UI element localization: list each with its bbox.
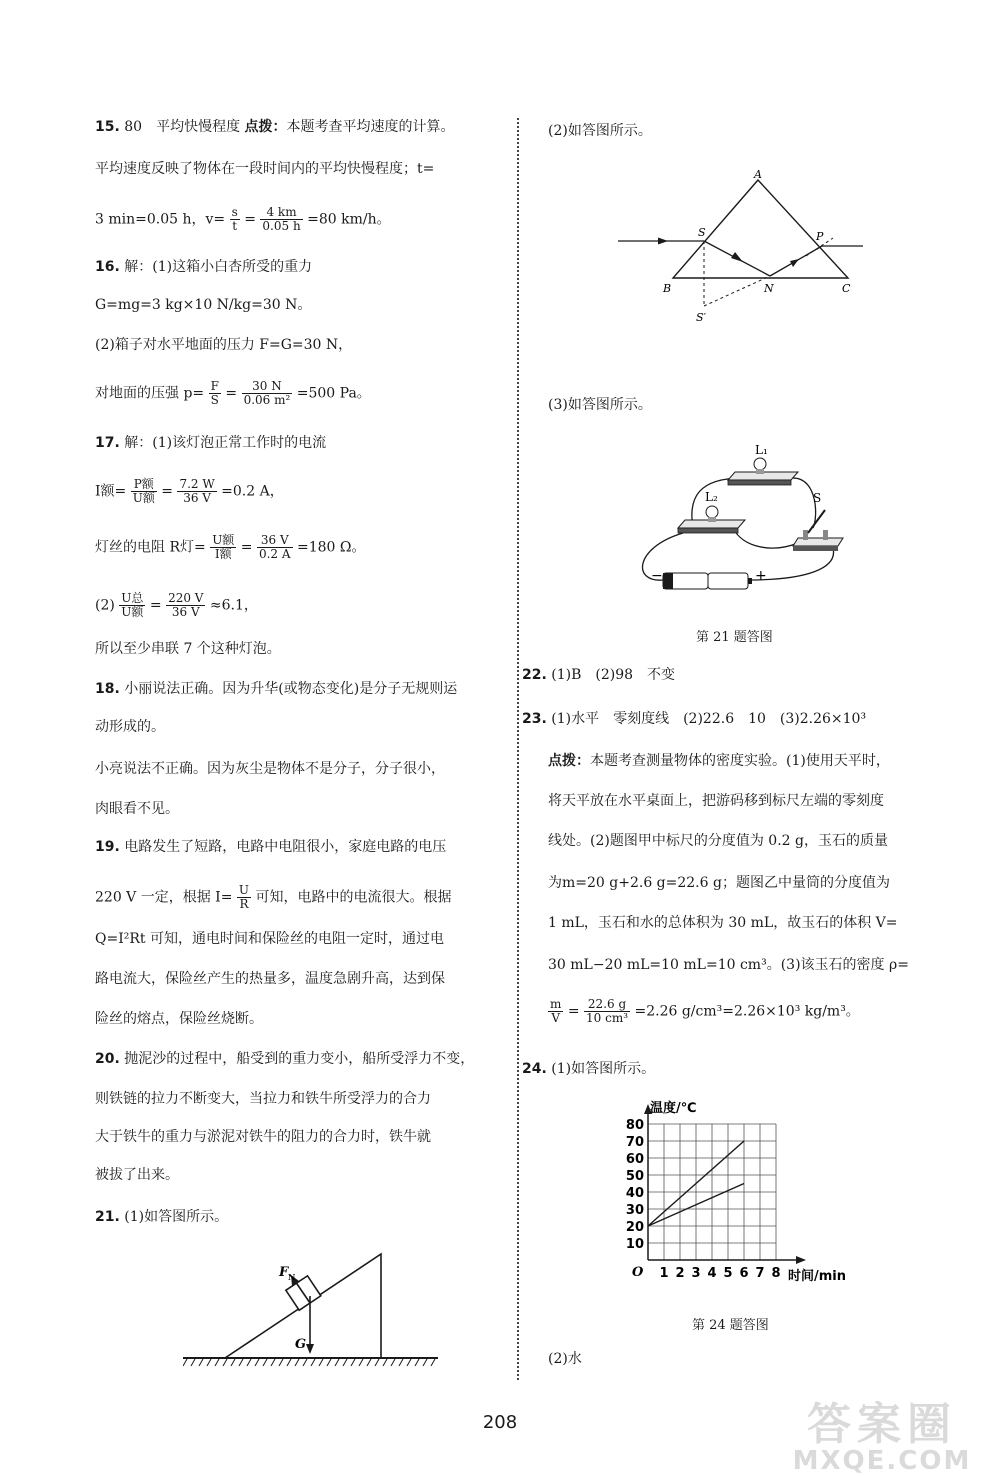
q19-line2 xyxy=(95,884,451,911)
q23-fraction-2 xyxy=(584,998,630,1025)
q17-line2-a: I额= xyxy=(95,483,127,500)
q21-line1 xyxy=(95,1208,228,1226)
y-tick-label: 80 xyxy=(625,1118,644,1133)
q17-frac4-den: 0.2 A xyxy=(258,547,291,561)
fn-sub-label: N xyxy=(288,1272,296,1282)
q19-frac-num: U xyxy=(238,883,250,897)
chart-axes xyxy=(644,1104,806,1264)
q15-line3-c: =80 km/h。 xyxy=(307,211,391,228)
q16-frac2-num: 30 N xyxy=(242,380,293,394)
switch-s xyxy=(793,510,843,551)
q17-frac6-num: 220 V xyxy=(168,591,204,605)
q20-line2: 则铁链的拉力不断变大，当拉力和铁牛所受浮力的合力 xyxy=(95,1091,431,1107)
q23-hint: 本题考查测量物体的密度实验。(1)使用天平时， xyxy=(590,753,890,769)
q16-fraction-1 xyxy=(209,380,221,407)
q17-frac1-den: U额 xyxy=(132,491,155,505)
q18-line4: 肉眼看不见。 xyxy=(95,801,179,817)
q19-line2-a: 220 V 一定，根据 I= xyxy=(95,889,233,906)
label-s: S xyxy=(698,226,706,239)
watermark-logo xyxy=(782,1388,982,1476)
q19-text-1: 电路发生了短路，电路中电阻很小，家庭电路的电压 xyxy=(124,839,447,855)
q23-line5: 为m=20 g+2.6 g=22.6 g；题图乙中量筒的分度值为 xyxy=(548,875,890,891)
q17-fraction-3 xyxy=(210,534,236,561)
label-a: A xyxy=(754,168,762,181)
image-dashed xyxy=(704,276,770,306)
q15-number: 15. xyxy=(95,119,120,135)
q17-frac3-num: U额 xyxy=(212,533,235,547)
y-tick-label: 50 xyxy=(625,1169,644,1184)
label-switch-s: S xyxy=(813,491,822,505)
q17-line4-b: = xyxy=(149,597,162,614)
q16-fraction-2 xyxy=(242,380,293,407)
q15-frac1-den: t xyxy=(232,219,238,233)
q17-fraction-5 xyxy=(119,592,145,619)
q23-frac1-den: V xyxy=(551,1011,561,1025)
q16-line3: (2)箱子对水平地面的压力 F=G=30 N， xyxy=(95,337,353,353)
q16-line4-b: = xyxy=(225,385,238,402)
q22-number: 22. xyxy=(522,667,547,683)
q24-text: (1)如答图所示。 xyxy=(551,1061,656,1077)
q17-line3-c: =180 Ω。 xyxy=(296,539,366,556)
q20-text-1: 抛泥沙的过程中，船受到的重力变小，船所受浮力不变， xyxy=(124,1051,475,1067)
lamp-l1 xyxy=(728,458,798,485)
q19-fraction xyxy=(237,884,251,911)
q17-line3 xyxy=(95,534,366,561)
q17-line4-a: (2) xyxy=(95,597,115,614)
q23-line3: 将天平放在水平桌面上，把游码移到标尺左端的零刻度 xyxy=(548,793,884,809)
prism-ray-diagram xyxy=(618,168,868,328)
q19-line5: 险丝的熔点，保险丝烧断。 xyxy=(95,1011,263,1027)
q17-frac6-den: 36 V xyxy=(171,605,200,619)
q16-line2: G=mg=3 kg×10 N/kg=30 N。 xyxy=(95,297,312,313)
q15-line3-a: 3 min=0.05 h，v= xyxy=(95,211,226,228)
q17-frac4-num: 36 V xyxy=(257,534,293,548)
x-tick-label: 5 xyxy=(723,1266,733,1281)
q16-text: 解：(1)这箱小白杏所受的重力 xyxy=(124,259,313,275)
q16-line4 xyxy=(95,380,371,407)
label-s-prime: S′ xyxy=(696,311,707,324)
q15-line1 xyxy=(95,118,455,136)
q21-part3: (3)如答图所示。 xyxy=(548,397,652,413)
q23-line8-a: = xyxy=(567,1003,580,1020)
q17-line3-a: 灯丝的电阻 R灯= xyxy=(95,539,206,556)
q23-line4: 线处。(2)题图甲中标尺的分度值为 0.2 g，玉石的质量 xyxy=(548,833,888,849)
x-tick-label: 3 xyxy=(691,1266,701,1281)
chart-xlabel: 时间/min xyxy=(788,1269,847,1284)
q16-frac2-den: 0.06 m² xyxy=(243,393,291,407)
q16-line1 xyxy=(95,258,312,276)
q17-line4 xyxy=(95,592,258,619)
q21-text-1: (1)如答图所示。 xyxy=(124,1209,229,1225)
ray-n-to-p-arrow xyxy=(790,259,799,267)
q17-line2-c: =0.2 A， xyxy=(221,483,284,500)
q15-answer: 80 平均快慢程度 xyxy=(124,119,241,135)
q18-line3: 小亮说法不正确。因为灰尘是物体不是分子，分子很小， xyxy=(95,761,445,777)
column-divider xyxy=(517,118,519,1380)
q23-fraction-1 xyxy=(548,998,563,1025)
q23-frac2-den: 10 cm³ xyxy=(586,1011,629,1025)
q18-line2: 动形成的。 xyxy=(95,719,165,735)
temperature-chart xyxy=(598,1096,858,1291)
incident-arrow xyxy=(658,238,668,245)
q16-frac1-den: S xyxy=(210,393,219,407)
q23-line1 xyxy=(522,710,866,728)
q20-line4: 被拔了出来。 xyxy=(95,1167,179,1183)
q17-frac2-den: 36 V xyxy=(183,491,211,505)
q19-number: 19. xyxy=(95,839,120,855)
q21-number: 21. xyxy=(95,1209,120,1225)
q15-hint: 本题考查平均速度的计算。 xyxy=(286,119,455,135)
y-tick-label: 40 xyxy=(625,1186,644,1201)
q17-line1 xyxy=(95,434,326,452)
q18-number: 18. xyxy=(95,681,120,697)
x-tick-label: 1 xyxy=(659,1266,669,1281)
q20-line3: 大于铁牛的重力与淤泥对铁牛的阻力的合力时，铁牛就 xyxy=(95,1129,431,1145)
y-tick-label: 20 xyxy=(625,1220,644,1235)
q24-number: 24. xyxy=(522,1061,547,1077)
circuit-caption: 第 21 题答图 xyxy=(696,630,773,645)
y-tick-label: 60 xyxy=(625,1152,644,1167)
q17-frac3-den: I额 xyxy=(214,547,232,561)
q17-line4-c: ≈6.1， xyxy=(209,597,258,614)
label-p: P xyxy=(816,230,824,243)
q16-number: 16. xyxy=(95,259,120,275)
q23-answers: (1)水平 零刻度线 (2)22.6 10 (3)2.26×10³ xyxy=(551,711,867,727)
circuit-diagram xyxy=(633,438,853,608)
fn-label: F xyxy=(279,1265,289,1280)
chart-caption: 第 24 题答图 xyxy=(692,1318,769,1333)
wire-l2-to-s xyxy=(733,528,798,548)
label-l1: L₁ xyxy=(755,443,768,457)
q17-line2 xyxy=(95,478,284,505)
watermark-bottom-text: MXQE.COM xyxy=(792,1446,972,1476)
q23-line8-b: =2.26 g/cm³=2.26×10³ kg/m³。 xyxy=(634,1003,860,1020)
q22-text: (1)B (2)98 不变 xyxy=(551,667,676,683)
q23-frac2-num: 22.6 g xyxy=(584,998,630,1012)
chart-grid xyxy=(648,1124,776,1260)
q15-frac2-den: 0.05 h xyxy=(262,219,301,233)
x-tick-label: 8 xyxy=(771,1266,781,1281)
q16-line4-c: =500 Pa。 xyxy=(296,385,371,402)
gravity-arrowhead xyxy=(306,1344,314,1354)
q23-line7: 30 mL−20 mL=10 mL=10 cm³。(3)该玉石的密度 ρ= xyxy=(548,957,909,973)
watermark-top-text: 答案圈 xyxy=(807,1399,957,1450)
y-tick-label: 70 xyxy=(625,1135,644,1150)
q17-line3-b: = xyxy=(240,539,253,556)
q17-number: 17. xyxy=(95,435,120,451)
y-tick-label: 10 xyxy=(625,1237,644,1252)
y-tick-label: 30 xyxy=(625,1203,644,1218)
label-minus: − xyxy=(651,568,663,584)
q19-line4: 路电流大，保险丝产生的热量多，温度急剧升高，达到保 xyxy=(95,971,445,987)
lamp-l2 xyxy=(678,506,745,533)
q17-fraction-2 xyxy=(177,478,216,505)
q18-line1 xyxy=(95,680,457,698)
page-number: 208 xyxy=(482,1412,518,1433)
q17-frac5-num: U总 xyxy=(121,591,144,605)
chart-ylabel: 温度/℃ xyxy=(650,1101,697,1116)
q15-line2: 平均速度反映了物体在一段时间内的平均快慢程度；t= xyxy=(95,161,435,177)
x-tick-label: 7 xyxy=(755,1266,765,1281)
q16-line4-a: 对地面的压强 p= xyxy=(95,385,205,402)
chart-origin-label: O xyxy=(632,1265,644,1280)
label-plus: + xyxy=(755,568,767,584)
q17-fraction-4 xyxy=(257,534,293,561)
q17-line5: 所以至少串联 7 个这种灯泡。 xyxy=(95,641,281,657)
q17-line2-b: = xyxy=(161,483,174,500)
q23-line6: 1 mL，玉石和水的总体积为 30 mL，故玉石的体积 V= xyxy=(548,915,898,931)
q19-line1 xyxy=(95,838,446,856)
q23-number: 23. xyxy=(522,711,547,727)
q19-frac-den: R xyxy=(239,897,249,911)
q17-frac1-num: P额 xyxy=(131,478,157,492)
q19-line2-b: 可知，电路中的电流很大。根据 xyxy=(255,889,452,906)
q20-line1 xyxy=(95,1050,474,1068)
q21-part2: (2)如答图所示。 xyxy=(548,123,652,139)
q22-line xyxy=(522,666,675,684)
q15-frac1-num: s xyxy=(231,205,238,219)
incline-force-diagram xyxy=(183,1238,443,1373)
label-l2: L₂ xyxy=(705,490,718,504)
q19-line3: Q=I²Rt 可知，通电时间和保险丝的电阻一定时，通过电 xyxy=(95,931,444,947)
q15-line3-b: = xyxy=(244,211,256,228)
q17-frac2-num: 7.2 W xyxy=(179,477,215,491)
q15-fraction-2 xyxy=(260,206,302,233)
q17-fraction-1 xyxy=(131,478,157,505)
q15-line3 xyxy=(95,206,391,233)
q17-fraction-6 xyxy=(166,592,205,619)
x-tick-label: 2 xyxy=(675,1266,685,1281)
q23-hint-label: 点拨： xyxy=(548,753,590,769)
battery xyxy=(663,573,752,589)
q15-frac2-num: 4 km xyxy=(260,206,302,220)
q15-fraction-1 xyxy=(230,206,240,233)
q17-frac5-den: U额 xyxy=(121,605,144,619)
x-tick-label: 4 xyxy=(707,1266,717,1281)
ground-hatching xyxy=(183,1359,435,1366)
x-axis-arrow xyxy=(796,1256,806,1264)
q23-line8 xyxy=(548,998,860,1025)
chart-ticks xyxy=(626,1118,781,1281)
q24-line1 xyxy=(522,1060,655,1078)
g-label: G xyxy=(295,1337,307,1352)
q16-frac1-num: F xyxy=(210,379,219,393)
q23-line2 xyxy=(548,752,890,770)
q17-text: 解：(1)该灯泡正常工作时的电流 xyxy=(124,435,327,451)
q15-hint-label: 点拨： xyxy=(244,119,287,135)
label-n: N xyxy=(764,282,774,295)
x-tick-label: 6 xyxy=(739,1266,749,1281)
q24-part2: (2)水 xyxy=(548,1351,582,1367)
label-c: C xyxy=(842,282,851,295)
q18-text-1: 小丽说法正确。因为升华(或物态变化)是分子无规则运 xyxy=(124,681,458,697)
ray-s-to-n-arrow xyxy=(731,252,743,262)
q20-number: 20. xyxy=(95,1051,120,1067)
label-b: B xyxy=(663,282,672,295)
q23-frac1-num: m xyxy=(550,997,562,1011)
